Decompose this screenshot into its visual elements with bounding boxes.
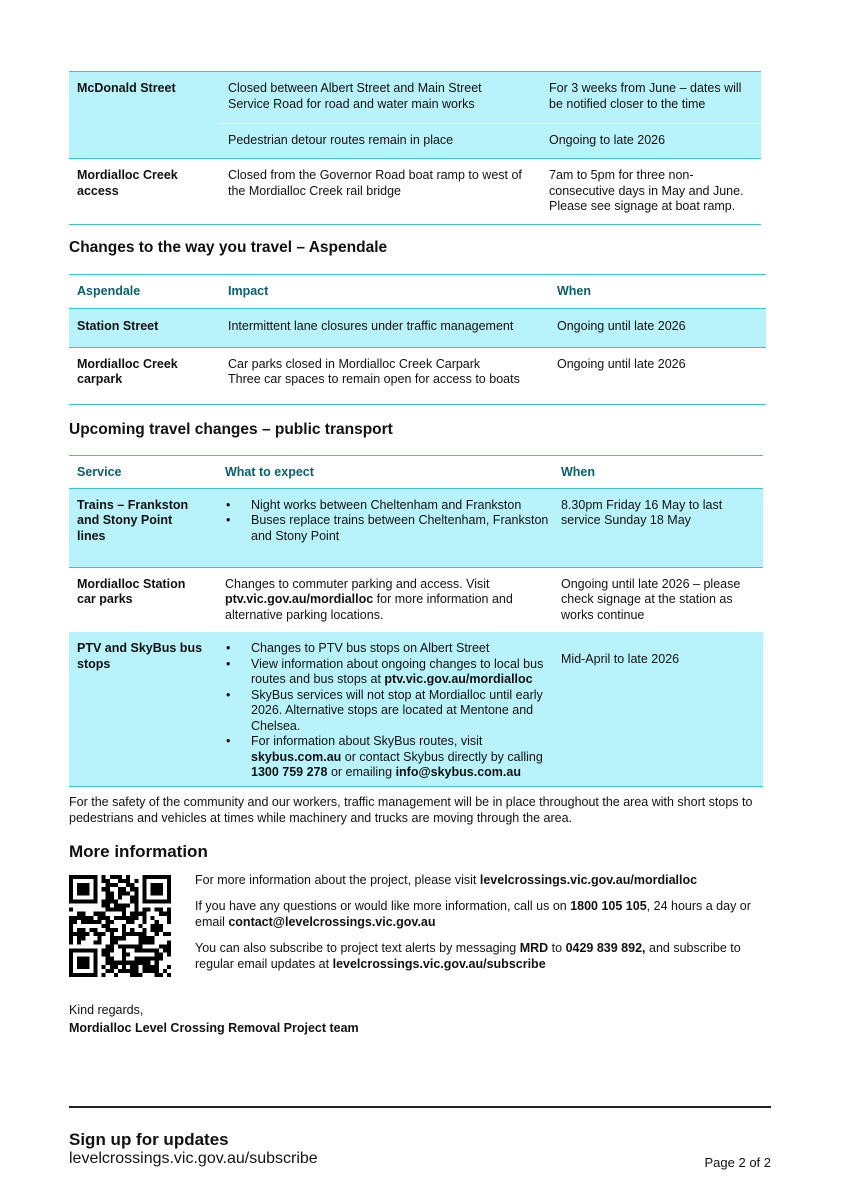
footer-divider: [69, 1106, 771, 1108]
impact-line: Car parks closed in Mordialloc Creek Carpark: [228, 356, 481, 371]
expect-list: [225, 498, 553, 545]
when-line: Please see signage at boat ramp.: [549, 199, 736, 213]
skybus-phone: 1300 759 278: [251, 765, 328, 779]
expect-list: [225, 641, 553, 781]
expect-text: Changes to commuter parking and access. Visit: [225, 576, 490, 591]
info-text: You can also subscribe to project text alerts by messaging: [195, 941, 520, 955]
aspendale-table: [69, 274, 766, 405]
subscribe-link[interactable]: levelcrossings.vic.gov.au/subscribe: [332, 957, 546, 971]
phone-number: 1800 105 105: [570, 899, 647, 913]
impact-line: Pedestrian detour routes remain in place: [228, 133, 454, 147]
when-line: Ongoing to late 2026: [549, 133, 666, 147]
list-item: • Changes to PTV bus stops on Albert Street: [225, 641, 553, 657]
row-when: [541, 159, 761, 225]
row-impact: [220, 347, 549, 404]
row-name: McDonald Street: [69, 72, 220, 159]
name-line: Mordialloc Station: [77, 576, 186, 591]
info-text: to: [548, 941, 566, 955]
sms-number: 0429 839 892,: [565, 941, 646, 955]
when-line: be notified closer to the time: [549, 96, 706, 111]
info-text: and subscribe to regular email updates at: [195, 941, 741, 971]
name-line: access: [77, 183, 119, 198]
impact-line: Closed from the Governor Road boat ramp to west of: [228, 168, 522, 182]
impact-line: Three car spaces to remain open for access to boats: [228, 372, 520, 386]
col-header: Service: [69, 456, 217, 489]
kind-regards: Kind regards,: [69, 1003, 144, 1017]
row-name: [69, 488, 217, 567]
name-line: car parks: [77, 592, 133, 606]
skybus-link[interactable]: skybus.com.au: [251, 749, 342, 764]
row-when: [553, 567, 763, 632]
more-info-heading: More information: [69, 842, 208, 861]
name-line: Trains – Frankston: [77, 497, 189, 512]
row-impact: [220, 124, 541, 159]
col-header: Aspendale: [69, 275, 220, 309]
project-link[interactable]: levelcrossings.vic.gov.au/mordialloc: [479, 873, 698, 887]
list-item: [225, 657, 553, 688]
qr-code-icon: [69, 875, 171, 977]
page-number: Page 2 of 2: [704, 1155, 771, 1170]
item-text: or emailing: [327, 765, 396, 779]
ptv-link[interactable]: ptv.vic.gov.au/mordialloc: [225, 592, 374, 606]
info-paragraph: [195, 898, 765, 930]
impact-line: Service Road for road and water main works: [228, 96, 475, 111]
public-transport-heading: Upcoming travel changes – public transport: [69, 421, 393, 438]
when-line: For 3 weeks from June – dates will: [549, 81, 742, 95]
more-info-text: [195, 872, 765, 982]
row-when: [541, 72, 761, 124]
aspendale-heading: Changes to the way you travel – Aspendale: [69, 239, 388, 256]
public-transport-table: [69, 455, 763, 787]
info-text: For more information about the project, please visit: [195, 873, 480, 887]
row-when: Ongoing until late 2026: [549, 308, 766, 347]
closures-table: [69, 71, 761, 225]
skybus-email-link[interactable]: info@skybus.com.au: [395, 765, 521, 779]
ptv-link[interactable]: ptv.vic.gov.au/mordialloc: [384, 672, 533, 686]
signup-title: Sign up for updates: [69, 1130, 229, 1149]
col-header: When: [549, 275, 766, 309]
row-name: [69, 347, 220, 404]
expect-text: for more information and alternative parking locations.: [225, 592, 513, 622]
signup-url-link[interactable]: levelcrossings.vic.gov.au/subscribe: [69, 1150, 318, 1167]
impact-line: Closed between Albert Street and Main Street: [228, 81, 482, 95]
item-text: For information about SkyBus routes, visit: [251, 734, 483, 748]
row-name: [69, 567, 217, 632]
row-name: [69, 632, 217, 786]
sms-code: MRD: [519, 941, 549, 955]
col-header: When: [553, 456, 763, 489]
row-impact: [220, 72, 541, 124]
safety-note: For the safety of the community and our workers, traffic management will be in place throughout the area with short stops to pedestrians and vehicles at times while machinery and trucks are moving through the area.: [69, 795, 753, 825]
contact-email-link[interactable]: contact@levelcrossings.vic.gov.au: [228, 915, 436, 929]
when-line: check signage at the station as: [561, 592, 733, 606]
row-expect: [217, 488, 553, 567]
impact-line: the Mordialloc Creek rail bridge: [228, 183, 401, 198]
name-line: Mordialloc Creek: [77, 356, 178, 371]
row-impact: [220, 159, 541, 225]
row-expect: [217, 567, 553, 632]
name-line: carpark: [77, 372, 123, 386]
when-line: consecutive days in May and June.: [549, 183, 744, 198]
col-header: What to expect: [217, 456, 553, 489]
info-paragraph: [195, 872, 765, 888]
row-when: [553, 488, 763, 567]
list-item: • Night works between Cheltenham and Frankston: [225, 498, 553, 514]
list-item: • Buses replace trains between Cheltenham, Frankston and Stony Point: [225, 513, 553, 544]
info-text: , 24 hours a day or email: [195, 899, 751, 929]
info-paragraph: [195, 940, 765, 972]
item-text: View information about ongoing changes to local bus routes and bus stops at: [251, 656, 544, 686]
when-line: works continue: [561, 607, 645, 622]
name-line: Mordialloc Creek: [77, 168, 178, 182]
row-when: Ongoing until late 2026: [549, 347, 766, 404]
item-text: or contact Skybus directly by calling: [341, 749, 543, 764]
name-line: PTV and SkyBus bus: [77, 641, 203, 655]
name-line: lines: [77, 528, 106, 543]
row-expect: [217, 632, 553, 786]
signoff-team: Mordialloc Level Crossing Removal Project team: [69, 1021, 359, 1035]
list-item: • SkyBus services will not stop at Mordialloc until early 2026. Alternative stops are located at Mentone and Chelsea.: [225, 688, 553, 735]
row-name: Station Street: [69, 308, 220, 347]
name-line: stops: [77, 656, 111, 671]
row-when: Mid-April to late 2026: [553, 632, 763, 786]
list-item: [225, 734, 553, 781]
info-text: If you have any questions or would like more information, call us on: [195, 899, 571, 913]
row-impact: Intermittent lane closures under traffic management: [220, 308, 549, 347]
row-when: [541, 124, 761, 159]
when-line: 8.30pm Friday 16 May to last: [561, 497, 723, 512]
when-line: service Sunday 18 May: [561, 513, 691, 527]
when-line: Ongoing until late 2026 – please: [561, 576, 741, 591]
name-line: and Stony Point: [77, 513, 173, 527]
col-header: Impact: [220, 275, 549, 309]
row-name: [69, 159, 220, 225]
when-line: 7am to 5pm for three non-: [549, 168, 694, 182]
